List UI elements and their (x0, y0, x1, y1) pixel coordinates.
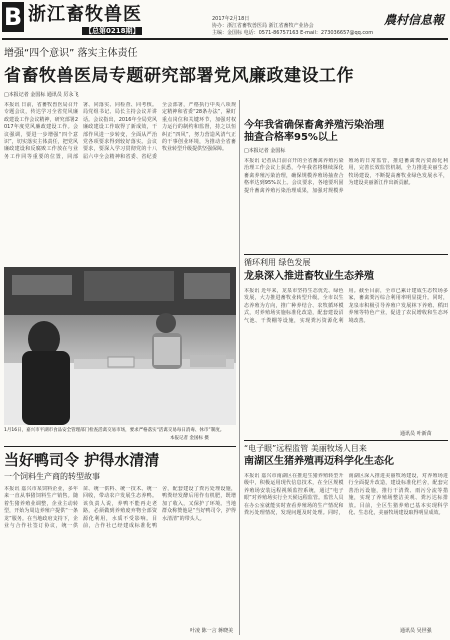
edition-number: 【总第0218期】 (82, 27, 142, 35)
lead-body: 本报讯 日前，省畜牧兽医局召开专题会议，传达学习全省党风廉政建设工作会议精神，研究部署2017年度党风廉政建设工作。会议强调，要进一步增强“四个意识”，切实落实主体责任，把党风廉政建设和反腐败工作放在与业务工作同等重要的位置，同部署、同落实、同检查、同考核。局党组书记、局长主持会议并讲话。会议指出，2016年全局党风廉政建设工作取得了新成效，干部作风进一步转变，全面从严治党各项要求得到较好落实。会议要求，要深入学习贯彻党的十八届六中全会精神和省委、省纪委全会部署，严格执行中央八项规定精神和省委“28条办法”，紧盯重点岗位和关键环节，加强对权力运行的制约和监督，持之以恒纠正“四风”，努力营造风清气正的干事创业环境，为推动全省畜牧业转型升级提供坚强保障。 (4, 102, 236, 160)
duck-subtitle: 一个饲料生产商的转型故事 (4, 472, 100, 481)
contact-line: 主编：金国标 电话：0571-86757163 E-mail：273036657@qq.com (212, 30, 374, 36)
pollution-body: 本报讯 记者从日前召开的全省畜禽养殖污染治理工作会议上获悉，今年我省将继续深化畜禽养殖污染治理，确保规模养殖场抽查合格率达到95%以上。会议要求，各地要巩固提升畜禽养殖污染治理成果，加强对规模养殖场的日常监管，推进畜禽粪污资源化利用，完善长效监管机制，全力推进美丽生态牧场建设，不断提高畜牧业绿色发展水平，为建设美丽浙江作出新贡献。 (244, 158, 448, 194)
rule-right-1 (244, 254, 448, 255)
longquan-body: 本报讯 近年来，龙泉市坚持生态优先、绿色发展，大力推进畜牧业转型升级。全市以生态养殖为方向，推广种养结合、农牧循环模式，对养殖场实施标准化改造，配套建设沼气池、干粪棚等设施，实现粪污资源化利用。截至目前，全市已累计建成生态牧场多家，畜禽粪污综合利用率明显提升。同时，龙泉市积极引导养殖户发展林下养殖、稻田养殖等特色产业，促进了农民增收和生态环境改善。 (244, 288, 448, 324)
longquan-author: 通讯员 叶新苗 (400, 431, 432, 437)
masthead-rule (2, 38, 448, 40)
lead-kicker: 增强“四个意识” 落实主体责任 (4, 48, 138, 59)
lead-byline: □本报记者 金国标 通讯员 厉永飞 (4, 92, 79, 98)
pollution-headline: 今年我省确保畜禽养殖污染治理 抽查合格率95%以上 (244, 120, 384, 143)
pollution-byline: □本报记者 金国标 (244, 148, 286, 154)
longquan-kicker: 循环利用 绿色发展 (244, 258, 311, 267)
duck-body: 本报讯 嘉兴市某饲料企业，多年来一直从事猪饲料生产销售。随着生猪养殖业调整，企业主动转型，开始为周边养殖户提供“一条龙”服务。在当地政府支持下，企业与合作社签订协议，统一供苗、统一供料、统一技术、统一回收，带动农户发展生态养鸭。该负责人说，养鸭不能再走老路，必须做到养殖废弃物全部资源化利用，水质不受影响。目前，合作社已经建成标准化鸭舍，配套建设了粪污处理设施，鸭粪经发酵后用作有机肥，既增加了收入，又保护了环境。当地群众称赞他是“当好鸭司令，护得水清清”的带头人。 (4, 486, 236, 530)
nanhu-body: 本报讯 嘉兴市南湖区在推进生猪养殖转型升级中，积极运用现代信息技术，在全区规模养殖场安装远程视频监控系统，通过“电子眼”对养殖场实行全天候远程监管。监管人员在办公室就能实时查看养殖场的生产情况和粪污处理情况，发现问题及时处理。同时，南湖区深入推进美丽牧场建设，对养殖场进行全面提升改造，建设标准化栏舍，配套完善治污设施，推行干清粪、雨污分流等措施，实现了养殖场整洁美观、粪污达标排放。目前，全区生猪养殖已基本实现科学化、生态化，美丽牧场建设取得明显成效。 (244, 473, 448, 517)
nanhu-author: 通讯员 吴世强 (400, 628, 432, 634)
editor-line: 协办：浙江省畜牧兽医局 浙江省畜牧产业协会 (212, 23, 314, 29)
issue-date: 2017年2月18日 (212, 16, 250, 22)
rule-right-2 (244, 440, 448, 441)
nanhu-headline: 南湖区生猪养殖再迈科学化生态化 (244, 456, 394, 467)
column-divider (239, 100, 240, 635)
market-photo-illustration (4, 267, 236, 425)
longquan-headline: 龙泉深入推进畜牧业生态养殖 (244, 271, 374, 282)
newspaper-logo: 農村信息報 (383, 13, 444, 27)
section-letter: B (3, 3, 23, 31)
duck-top-rule (4, 446, 236, 447)
photo-caption: 1月16日，嘉兴市平湖市食品安全管理部门检查活禽交易市场，要求严格落实“活禽交易每日消毒、休市”制度。 (4, 428, 225, 433)
market-photo (4, 267, 236, 425)
section-title: 浙江畜牧兽医 (28, 4, 142, 25)
lead-headline: 省畜牧兽医局专题研究部署党风廉政建设工作 (4, 66, 354, 86)
duck-headline: 当好鸭司令 护得水清清 (4, 451, 160, 469)
photo-credit: 本报记者 金国标 摄 (170, 436, 209, 441)
nanhu-kicker: “电子眼”远程监管 美丽牧场人目来 (244, 444, 367, 453)
duck-author: 叶凌 陈一言 蒋晓美 (190, 628, 234, 634)
